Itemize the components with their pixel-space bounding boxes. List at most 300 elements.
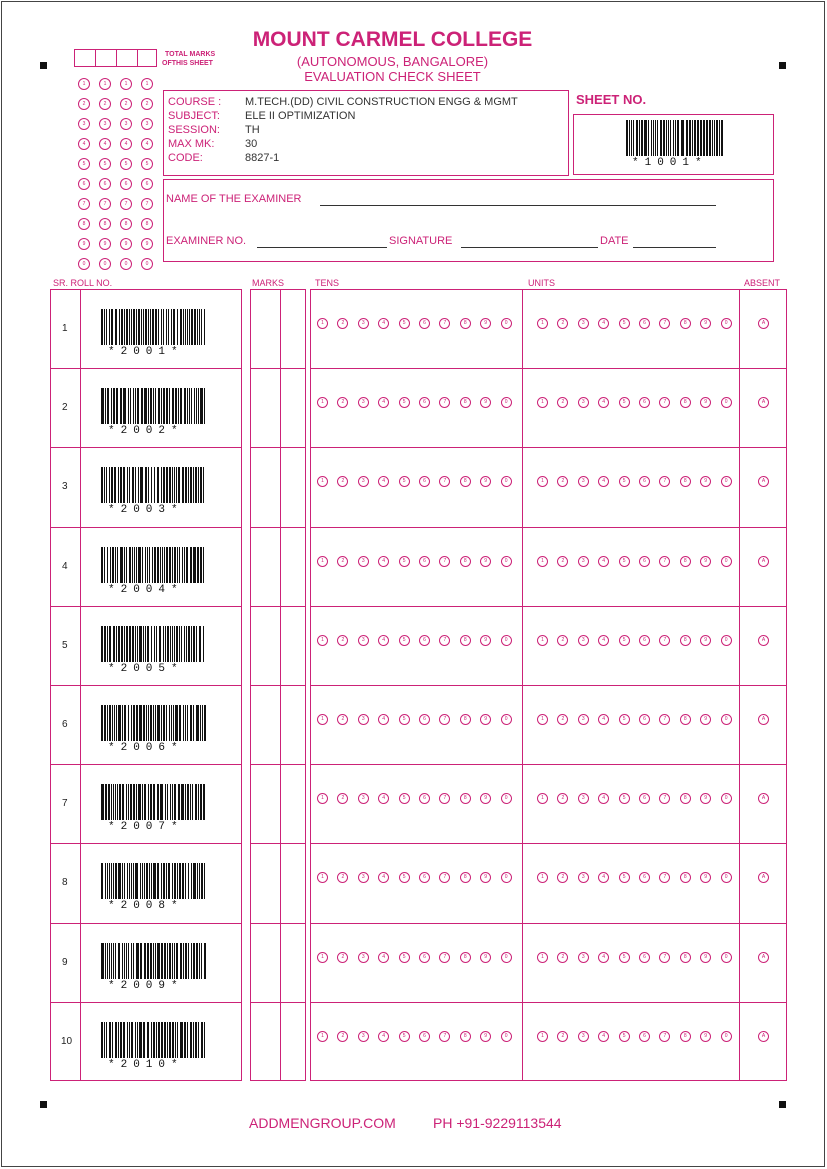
marks-entry-cell[interactable] [281, 448, 305, 525]
units-bubble[interactable]: 9 [700, 793, 711, 804]
tens-bubble[interactable]: 8 [460, 318, 471, 329]
barcode-bar [124, 863, 125, 899]
marks-entry-cell[interactable] [251, 369, 280, 446]
units-bubble[interactable]: 5 [619, 556, 630, 567]
barcode-bar [180, 388, 182, 424]
total-marks-bubble[interactable]: 2 [120, 98, 132, 110]
units-bubble[interactable]: 9 [700, 556, 711, 567]
tens-bubble[interactable]: 7 [439, 952, 450, 963]
marks-entry-cell[interactable] [281, 369, 305, 446]
units-bubble[interactable]: 8 [680, 635, 691, 646]
tens-bubble[interactable]: 1 [317, 714, 328, 725]
units-bubble[interactable]: 4 [598, 476, 609, 487]
units-bubble[interactable]: 5 [619, 793, 630, 804]
tens-bubble[interactable]: 5 [399, 714, 410, 725]
roll-barcode [101, 309, 207, 345]
absent-bubble[interactable]: A [758, 635, 769, 646]
absent-bubble[interactable]: A [758, 556, 769, 567]
barcode-bar [186, 626, 187, 662]
tens-bubble[interactable]: 8 [460, 714, 471, 725]
marks-entry-cell[interactable] [281, 924, 305, 1001]
units-bubble[interactable]: 5 [619, 872, 630, 883]
tens-bubble[interactable]: 7 [439, 714, 450, 725]
tens-bubble[interactable]: 4 [378, 635, 389, 646]
tens-bubble[interactable]: 7 [439, 1031, 450, 1042]
units-bubble[interactable]: 3 [578, 556, 589, 567]
units-bubble[interactable]: 0 [721, 556, 732, 567]
marks-entry-cell[interactable] [251, 686, 280, 763]
tens-bubble[interactable]: 1 [317, 397, 328, 408]
units-bubble[interactable]: 7 [659, 1031, 670, 1042]
units-bubble[interactable]: 3 [578, 397, 589, 408]
units-bubble[interactable]: 0 [721, 397, 732, 408]
total-marks-bubble[interactable]: 5 [141, 158, 153, 170]
units-bubble[interactable]: 7 [659, 476, 670, 487]
units-bubble[interactable]: 6 [639, 635, 650, 646]
total-marks-bubble[interactable]: 8 [99, 218, 111, 230]
units-bubble[interactable]: 2 [557, 952, 568, 963]
barcode-bar [135, 388, 136, 424]
units-bubble[interactable]: 5 [619, 1031, 630, 1042]
units-bubble[interactable]: 9 [700, 397, 711, 408]
tens-bubble[interactable]: 0 [501, 556, 512, 567]
tens-bubble[interactable]: 4 [378, 793, 389, 804]
units-bubble[interactable]: 5 [619, 952, 630, 963]
tens-bubble[interactable]: 0 [501, 872, 512, 883]
marks-entry-cell[interactable] [281, 844, 305, 921]
tens-bubble[interactable]: 3 [358, 476, 369, 487]
tens-bubble[interactable]: 6 [419, 556, 430, 567]
units-bubble[interactable]: 0 [721, 714, 732, 725]
absent-bubble[interactable]: A [758, 714, 769, 725]
units-bubble[interactable]: 3 [578, 476, 589, 487]
tens-bubble[interactable]: 6 [419, 476, 430, 487]
absent-bubble[interactable]: A [758, 1031, 769, 1042]
tens-bubble[interactable]: 4 [378, 397, 389, 408]
total-marks-bubble[interactable]: 1 [78, 78, 90, 90]
tens-bubble[interactable]: 6 [419, 952, 430, 963]
tens-bubble[interactable]: 4 [378, 714, 389, 725]
barcode-bar [677, 120, 679, 156]
units-bubble[interactable]: 9 [700, 952, 711, 963]
tens-bubble[interactable]: 9 [480, 635, 491, 646]
units-bubble[interactable]: 2 [557, 1031, 568, 1042]
units-bubble[interactable]: 1 [537, 476, 548, 487]
total-marks-bubble[interactable]: 5 [78, 158, 90, 170]
tens-bubble[interactable]: 9 [480, 318, 491, 329]
total-marks-bubble[interactable]: 9 [78, 238, 90, 250]
tens-bubble[interactable]: 5 [399, 318, 410, 329]
total-marks-bubble[interactable]: 7 [120, 198, 132, 210]
units-bubble[interactable]: 9 [700, 635, 711, 646]
barcode-bar [196, 626, 197, 662]
units-bubble[interactable]: 8 [680, 714, 691, 725]
tens-bubble[interactable]: 5 [399, 1031, 410, 1042]
barcode-bar [147, 943, 149, 979]
units-bubble[interactable]: 3 [578, 952, 589, 963]
tens-bubble[interactable]: 8 [460, 952, 471, 963]
tens-bubble[interactable]: 8 [460, 872, 471, 883]
total-marks-bubble[interactable]: 5 [120, 158, 132, 170]
examiner-no-line[interactable] [257, 247, 387, 248]
units-bubble[interactable]: 6 [639, 318, 650, 329]
tens-bubble[interactable]: 6 [419, 1031, 430, 1042]
barcode-bar [153, 705, 154, 741]
tens-bubble[interactable]: 8 [460, 397, 471, 408]
tens-bubble[interactable]: 8 [460, 635, 471, 646]
total-marks-bubble[interactable]: 3 [99, 118, 111, 130]
tens-bubble[interactable]: 6 [419, 318, 430, 329]
total-marks-bubble[interactable]: 1 [99, 78, 111, 90]
tens-bubble[interactable]: 0 [501, 397, 512, 408]
units-bubble[interactable]: 2 [557, 793, 568, 804]
examiner-name-line[interactable] [320, 205, 716, 206]
tens-bubble[interactable]: 9 [480, 793, 491, 804]
units-bubble[interactable]: 6 [639, 952, 650, 963]
units-bubble[interactable]: 2 [557, 635, 568, 646]
barcode-bar [132, 467, 134, 503]
total-marks-bubble[interactable]: 0 [120, 258, 132, 270]
tens-bubble[interactable]: 6 [419, 714, 430, 725]
tens-bubble[interactable]: 3 [358, 318, 369, 329]
marks-entry-cell[interactable] [251, 924, 280, 1001]
absent-bubble[interactable]: A [758, 318, 769, 329]
tens-bubble[interactable]: 7 [439, 476, 450, 487]
barcode-bar [145, 467, 147, 503]
total-marks-bubble[interactable]: 6 [99, 178, 111, 190]
total-marks-bubble[interactable]: 6 [78, 178, 90, 190]
tens-bubble[interactable]: 1 [317, 793, 328, 804]
tens-bubble[interactable]: 8 [460, 476, 471, 487]
tens-bubble[interactable]: 9 [480, 872, 491, 883]
absent-bubble[interactable]: A [758, 793, 769, 804]
tens-bubble[interactable]: 3 [358, 397, 369, 408]
tens-bubble[interactable]: 7 [439, 793, 450, 804]
tens-bubble[interactable]: 4 [378, 556, 389, 567]
units-bubble[interactable]: 3 [578, 635, 589, 646]
tens-bubble[interactable]: 2 [337, 872, 348, 883]
marks-entry-cell[interactable] [281, 686, 305, 763]
absent-bubble[interactable]: A [758, 872, 769, 883]
marks-entry-cell[interactable] [251, 844, 280, 921]
tens-bubble[interactable]: 6 [419, 397, 430, 408]
units-bubble[interactable]: 7 [659, 793, 670, 804]
marks-entry-cell[interactable] [281, 765, 305, 842]
tens-bubble[interactable]: 8 [460, 1031, 471, 1042]
units-bubble[interactable]: 2 [557, 397, 568, 408]
tens-bubble[interactable]: 7 [439, 318, 450, 329]
units-bubble[interactable]: 1 [537, 318, 548, 329]
units-bubble[interactable]: 4 [598, 714, 609, 725]
units-bubble[interactable]: 3 [578, 318, 589, 329]
units-bubble[interactable]: 9 [700, 476, 711, 487]
units-bubble[interactable]: 9 [700, 714, 711, 725]
total-marks-bubble[interactable]: 4 [78, 138, 90, 150]
total-marks-bubble[interactable]: 7 [78, 198, 90, 210]
marks-entry-cell[interactable] [281, 528, 305, 605]
tens-bubble[interactable]: 0 [501, 318, 512, 329]
units-bubble[interactable]: 0 [721, 635, 732, 646]
units-bubble[interactable]: 0 [721, 793, 732, 804]
tens-bubble[interactable]: 2 [337, 952, 348, 963]
tens-bubble[interactable]: 6 [419, 872, 430, 883]
total-marks-bubble[interactable]: 7 [141, 198, 153, 210]
units-bubble[interactable]: 1 [537, 793, 548, 804]
barcode-bar [201, 309, 202, 345]
units-bubble[interactable]: 0 [721, 952, 732, 963]
tens-bubble[interactable]: 0 [501, 476, 512, 487]
total-marks-bubble[interactable]: 4 [141, 138, 153, 150]
tens-bubble[interactable]: 5 [399, 952, 410, 963]
tens-bubble[interactable]: 2 [337, 476, 348, 487]
tens-bubble[interactable]: 3 [358, 556, 369, 567]
tens-bubble[interactable]: 9 [480, 397, 491, 408]
tens-bubble[interactable]: 4 [378, 476, 389, 487]
units-bubble[interactable]: 9 [700, 318, 711, 329]
units-bubble[interactable]: 4 [598, 635, 609, 646]
total-marks-bubble[interactable]: 4 [99, 138, 111, 150]
units-bubble[interactable]: 7 [659, 318, 670, 329]
marks-entry-cell[interactable] [281, 1003, 305, 1080]
marks-entry-cell[interactable] [281, 607, 305, 684]
units-bubble[interactable]: 2 [557, 714, 568, 725]
marks-entry-cell[interactable] [281, 290, 305, 367]
total-marks-bubble[interactable]: 8 [78, 218, 90, 230]
tens-bubble[interactable]: 2 [337, 318, 348, 329]
barcode-bar [124, 943, 125, 979]
units-bubble[interactable]: 6 [639, 714, 650, 725]
units-bubble[interactable]: 2 [557, 476, 568, 487]
barcode-bar [148, 388, 149, 424]
tens-bubble[interactable]: 5 [399, 397, 410, 408]
tens-bubble[interactable]: 5 [399, 793, 410, 804]
tens-bubble[interactable]: 1 [317, 556, 328, 567]
units-bubble[interactable]: 6 [639, 397, 650, 408]
barcode-bar [157, 467, 159, 503]
total-marks-bubble[interactable]: 9 [99, 238, 111, 250]
barcode-bar [163, 863, 165, 899]
tens-bubble[interactable]: 4 [378, 1031, 389, 1042]
units-bubble[interactable]: 7 [659, 952, 670, 963]
barcode-bar [147, 1022, 149, 1058]
date-line[interactable] [633, 247, 716, 248]
tens-bubble[interactable]: 7 [439, 397, 450, 408]
tens-bubble[interactable]: 0 [501, 714, 512, 725]
tens-bubble[interactable]: 9 [480, 476, 491, 487]
barcode-bar [155, 705, 156, 741]
units-bubble[interactable]: 1 [537, 635, 548, 646]
units-bubble[interactable]: 8 [680, 872, 691, 883]
barcode-bar [132, 547, 133, 583]
total-marks-bubble[interactable]: 2 [78, 98, 90, 110]
total-marks-bubble[interactable]: 9 [141, 238, 153, 250]
tens-bubble[interactable]: 0 [501, 1031, 512, 1042]
total-marks-bubble[interactable]: 3 [78, 118, 90, 130]
units-bubble[interactable]: 4 [598, 1031, 609, 1042]
tens-bubble[interactable]: 0 [501, 635, 512, 646]
tens-bubble[interactable]: 3 [358, 872, 369, 883]
tens-bubble[interactable]: 9 [480, 714, 491, 725]
total-marks-bubble[interactable]: 8 [141, 218, 153, 230]
units-bubble[interactable]: 2 [557, 556, 568, 567]
tens-bubble[interactable]: 2 [337, 556, 348, 567]
total-marks-bubble[interactable]: 0 [141, 258, 153, 270]
tens-bubble[interactable]: 1 [317, 952, 328, 963]
roll-number-text: *2001* [108, 346, 184, 358]
units-bubble[interactable]: 5 [619, 318, 630, 329]
units-bubble[interactable]: 7 [659, 872, 670, 883]
units-bubble[interactable]: 6 [639, 476, 650, 487]
total-marks-bubble[interactable]: 7 [99, 198, 111, 210]
total-marks-bubble[interactable]: 0 [78, 258, 90, 270]
tens-bubble[interactable]: 6 [419, 793, 430, 804]
tens-bubble[interactable]: 1 [317, 1031, 328, 1042]
tens-bubble[interactable]: 2 [337, 1031, 348, 1042]
tens-bubble[interactable]: 1 [317, 635, 328, 646]
tens-bubble[interactable]: 5 [399, 556, 410, 567]
tens-bubble[interactable]: 2 [337, 714, 348, 725]
tens-bubble[interactable]: 3 [358, 635, 369, 646]
signature-line[interactable] [461, 247, 598, 248]
units-bubble[interactable]: 7 [659, 556, 670, 567]
marks-entry-cell[interactable] [251, 290, 280, 367]
total-marks-bubble[interactable]: 8 [120, 218, 132, 230]
units-bubble[interactable]: 8 [680, 556, 691, 567]
total-marks-bubble[interactable]: 5 [99, 158, 111, 170]
units-bubble[interactable]: 8 [680, 318, 691, 329]
tens-bubble[interactable]: 3 [358, 1031, 369, 1042]
marks-entry-cell[interactable] [251, 765, 280, 842]
barcode-bar [111, 943, 112, 979]
total-marks-bubble[interactable]: 6 [120, 178, 132, 190]
units-bubble[interactable]: 6 [639, 872, 650, 883]
total-marks-bubble[interactable]: 9 [120, 238, 132, 250]
barcode-bar [172, 784, 173, 820]
units-bubble[interactable]: 4 [598, 793, 609, 804]
units-bubble[interactable]: 1 [537, 397, 548, 408]
units-bubble[interactable]: 9 [700, 1031, 711, 1042]
tens-bubble[interactable]: 2 [337, 635, 348, 646]
units-bubble[interactable]: 7 [659, 397, 670, 408]
units-bubble[interactable]: 4 [598, 318, 609, 329]
units-bubble[interactable]: 8 [680, 476, 691, 487]
units-bubble[interactable]: 5 [619, 476, 630, 487]
units-bubble[interactable]: 7 [659, 714, 670, 725]
units-bubble[interactable]: 5 [619, 714, 630, 725]
total-marks-bubble[interactable]: 2 [99, 98, 111, 110]
units-bubble[interactable]: 1 [537, 714, 548, 725]
tens-bubble[interactable]: 3 [358, 793, 369, 804]
tens-bubble[interactable]: 8 [460, 793, 471, 804]
tens-bubble[interactable]: 2 [337, 397, 348, 408]
barcode-bar [101, 863, 103, 899]
units-bubble[interactable]: 4 [598, 872, 609, 883]
tens-bubble[interactable]: 9 [480, 952, 491, 963]
units-bubble[interactable]: 0 [721, 872, 732, 883]
tens-bubble[interactable]: 7 [439, 635, 450, 646]
units-bubble[interactable]: 1 [537, 556, 548, 567]
tens-bubble[interactable]: 4 [378, 952, 389, 963]
tens-bubble[interactable]: 7 [439, 872, 450, 883]
units-bubble[interactable]: 4 [598, 952, 609, 963]
total-marks-bubble[interactable]: 1 [120, 78, 132, 90]
units-bubble[interactable]: 5 [619, 397, 630, 408]
total-marks-bubble[interactable]: 4 [120, 138, 132, 150]
tens-bubble[interactable]: 3 [358, 714, 369, 725]
units-bubble[interactable]: 1 [537, 872, 548, 883]
units-bubble[interactable]: 8 [680, 793, 691, 804]
units-bubble[interactable]: 3 [578, 793, 589, 804]
total-marks-bubble[interactable]: 3 [141, 118, 153, 130]
tens-bubble[interactable]: 7 [439, 556, 450, 567]
units-bubble[interactable]: 2 [557, 318, 568, 329]
total-marks-bubble[interactable]: 1 [141, 78, 153, 90]
tens-bubble[interactable]: 8 [460, 556, 471, 567]
units-bubble[interactable]: 3 [578, 872, 589, 883]
units-bubble[interactable]: 8 [680, 952, 691, 963]
tens-bubble[interactable]: 1 [317, 872, 328, 883]
total-marks-bubble[interactable]: 6 [141, 178, 153, 190]
barcode-bar [196, 705, 199, 741]
marks-entry-cell[interactable] [251, 607, 280, 684]
units-bubble[interactable]: 0 [721, 476, 732, 487]
tens-bubble[interactable]: 9 [480, 556, 491, 567]
tens-bubble[interactable]: 5 [399, 635, 410, 646]
tens-bubble[interactable]: 5 [399, 872, 410, 883]
units-bubble[interactable]: 0 [721, 1031, 732, 1042]
units-bubble[interactable]: 7 [659, 635, 670, 646]
units-bubble[interactable]: 0 [721, 318, 732, 329]
marks-entry-cell[interactable] [251, 528, 280, 605]
tens-bubble[interactable]: 3 [358, 952, 369, 963]
units-bubble[interactable]: 5 [619, 635, 630, 646]
tens-bubble[interactable]: 4 [378, 318, 389, 329]
tens-bubble[interactable]: 5 [399, 476, 410, 487]
tens-bubble[interactable]: 1 [317, 318, 328, 329]
absent-bubble[interactable]: A [758, 476, 769, 487]
tens-bubble[interactable]: 9 [480, 1031, 491, 1042]
barcode-bar [118, 863, 121, 899]
units-bubble[interactable]: 1 [537, 1031, 548, 1042]
absent-bubble[interactable]: A [758, 952, 769, 963]
total-marks-bubble[interactable]: 0 [99, 258, 111, 270]
tens-bubble[interactable]: 6 [419, 635, 430, 646]
total-marks-bubble[interactable]: 2 [141, 98, 153, 110]
tens-bubble[interactable]: 0 [501, 793, 512, 804]
units-bubble[interactable]: 3 [578, 1031, 589, 1042]
tens-bubble[interactable]: 2 [337, 793, 348, 804]
units-bubble[interactable]: 2 [557, 872, 568, 883]
units-bubble[interactable]: 6 [639, 556, 650, 567]
units-bubble[interactable]: 1 [537, 952, 548, 963]
units-bubble[interactable]: 6 [639, 793, 650, 804]
total-marks-bubble[interactable]: 3 [120, 118, 132, 130]
marks-entry-cell[interactable] [251, 1003, 280, 1080]
marks-entry-cell[interactable] [251, 448, 280, 525]
tens-bubble[interactable]: 4 [378, 872, 389, 883]
units-bubble[interactable]: 3 [578, 714, 589, 725]
row-sr-number: 3 [62, 481, 68, 492]
units-bubble[interactable]: 8 [680, 1031, 691, 1042]
absent-bubble[interactable]: A [758, 397, 769, 408]
units-bubble[interactable]: 6 [639, 1031, 650, 1042]
units-bubble[interactable]: 8 [680, 397, 691, 408]
units-bubble[interactable]: 4 [598, 556, 609, 567]
units-bubble[interactable]: 9 [700, 872, 711, 883]
tens-bubble[interactable]: 1 [317, 476, 328, 487]
tens-bubble[interactable]: 0 [501, 952, 512, 963]
units-bubble[interactable]: 4 [598, 397, 609, 408]
